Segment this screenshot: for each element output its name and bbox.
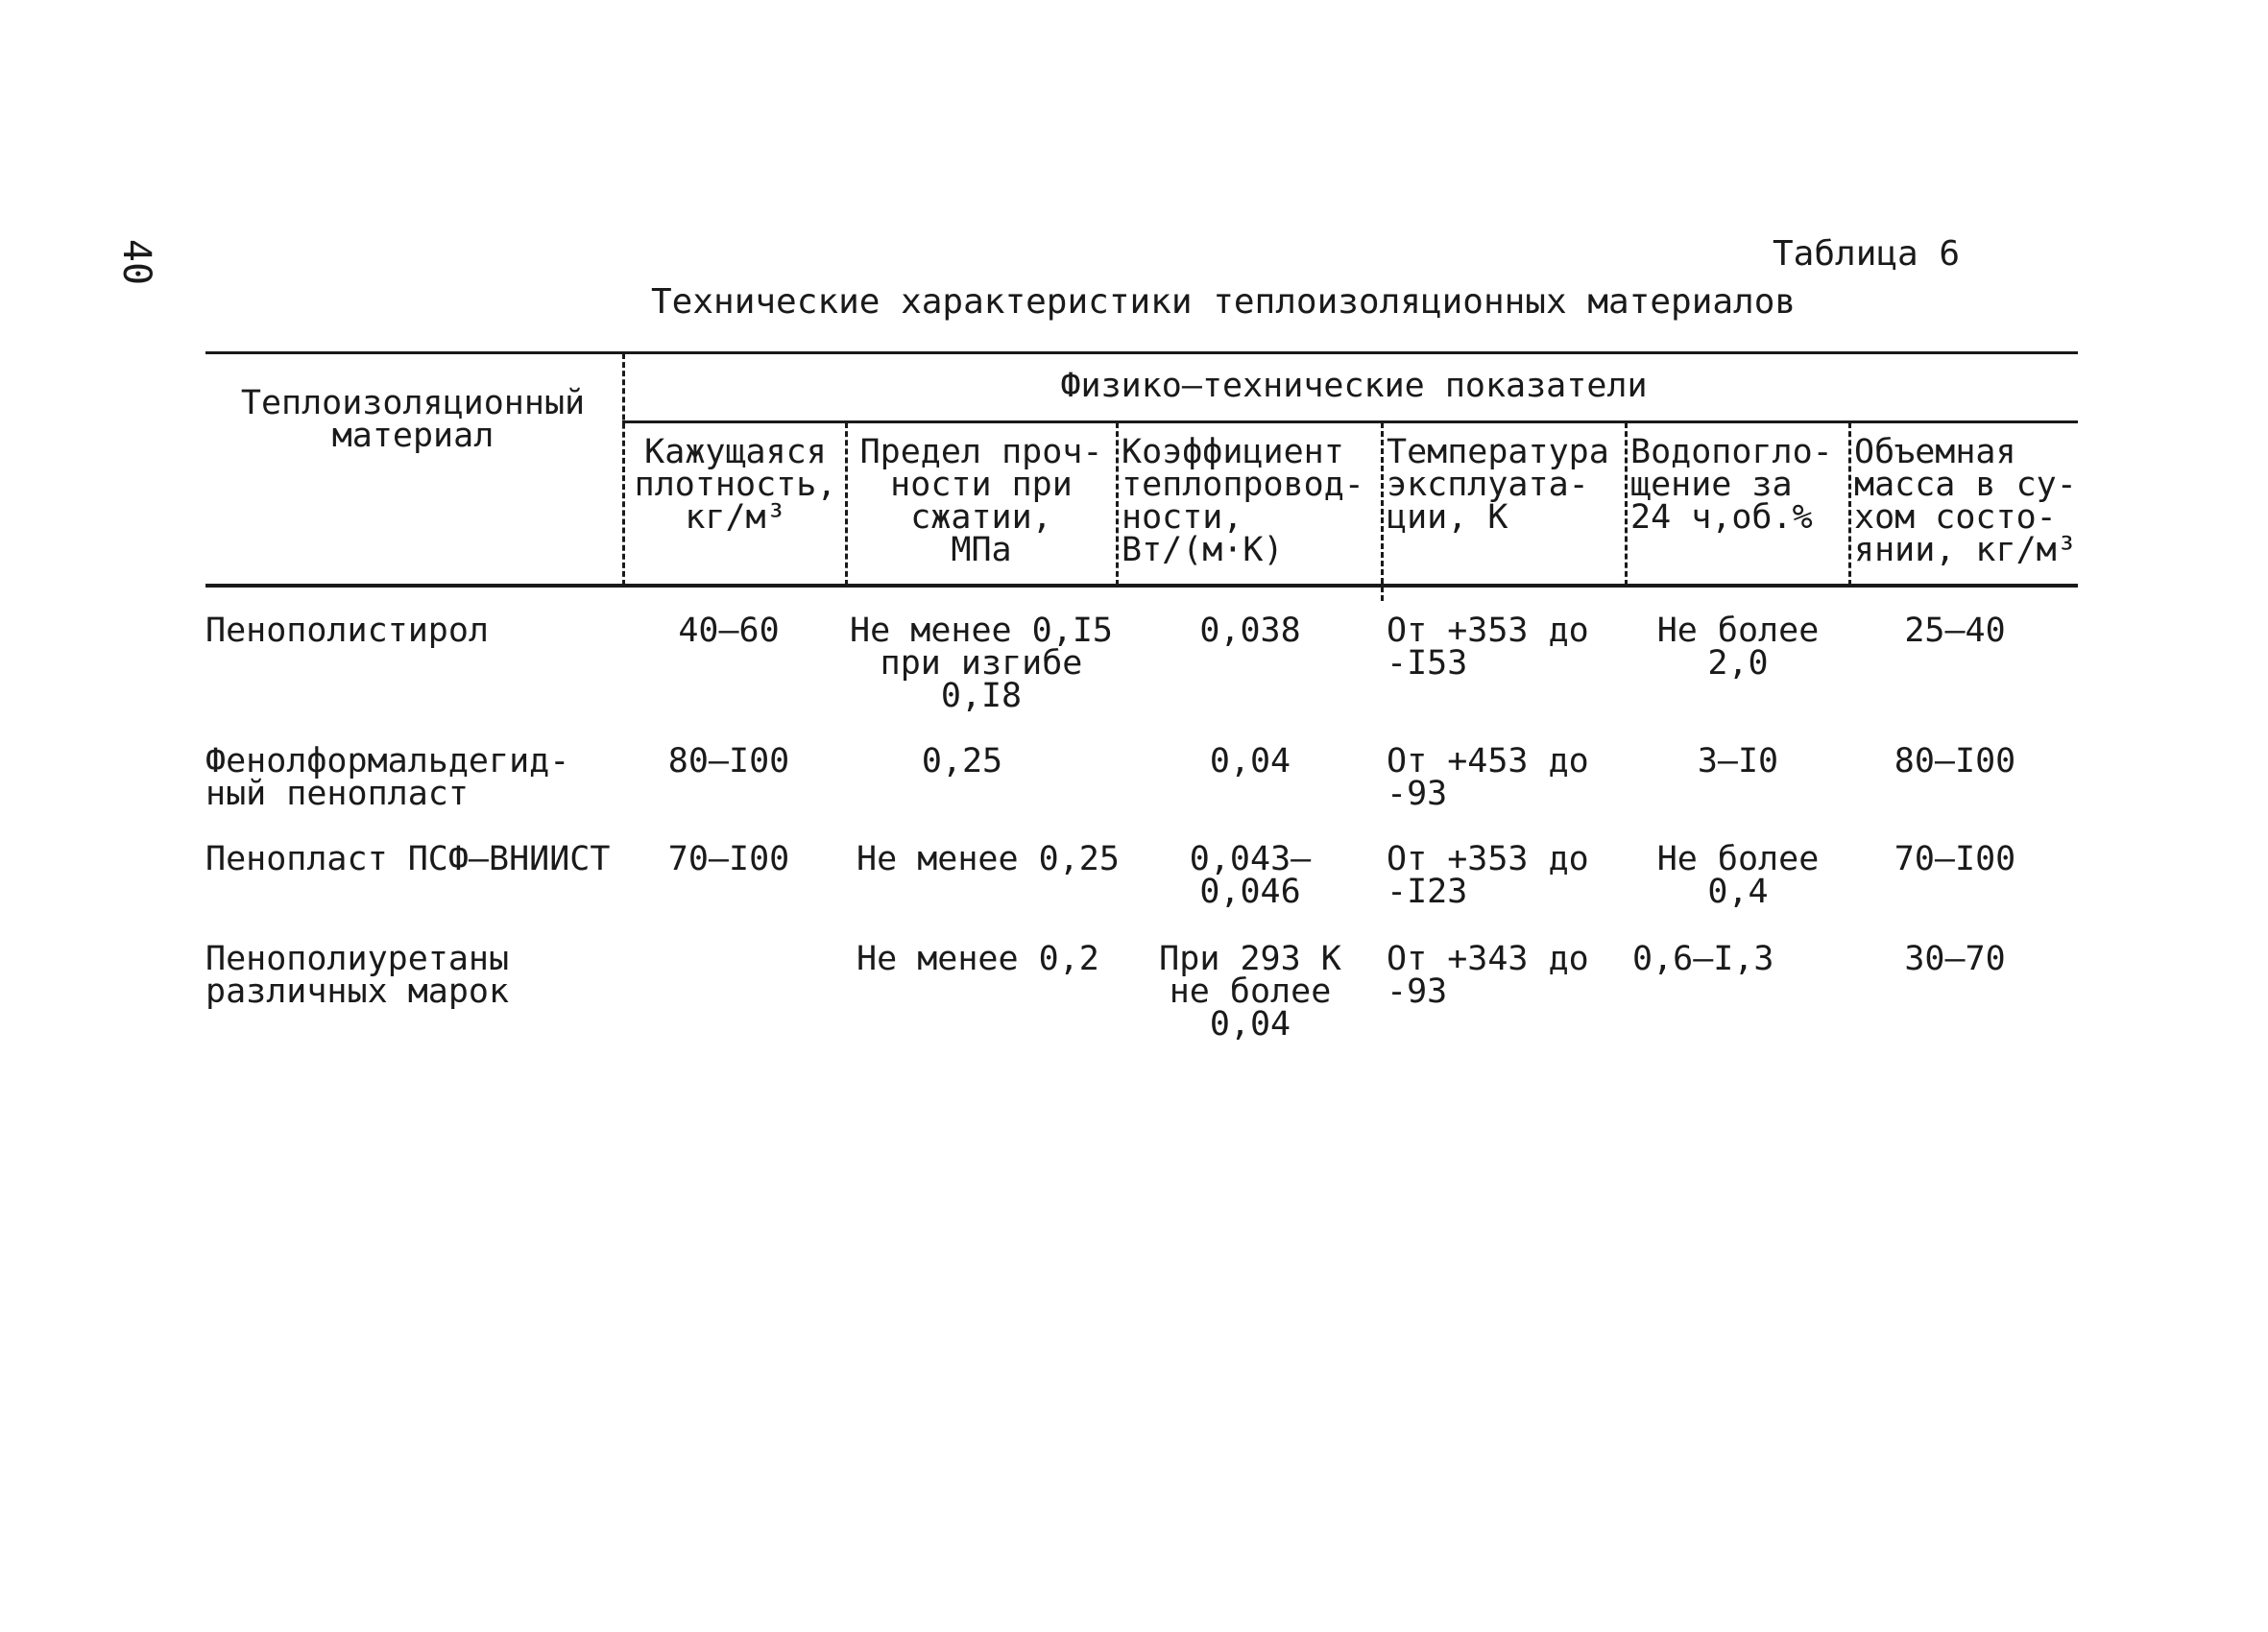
- row-temperature: От +343 до -93: [1387, 940, 1589, 1011]
- column-separator: [1116, 422, 1119, 586]
- row-material: Пенопласт ПСФ–ВНИИСТ: [205, 840, 611, 878]
- column-header-strength: Предел проч- ности при сжатии, МПа: [859, 433, 1103, 569]
- column-header-temperature: Температура эксплуата- ции, К: [1387, 433, 1609, 537]
- row-dry-mass: 30–70: [1904, 940, 2006, 978]
- row-absorption: 3–I0: [1697, 742, 1779, 780]
- column-separator: [1848, 422, 1851, 586]
- row-material: Пенополиуретаны различных марок: [205, 940, 510, 1011]
- row-strength: 0,25: [921, 742, 1003, 780]
- row-temperature: От +353 до -I53: [1387, 612, 1589, 683]
- row-density: 70–I00: [667, 840, 790, 878]
- row-strength: Не менее 0,25: [857, 840, 1120, 878]
- table-label: Таблица 6: [1773, 234, 1961, 274]
- table-header-bottom-rule: [205, 584, 2078, 588]
- row-material: Фенолформальдегид- ный пенопласт: [205, 742, 570, 813]
- row-strength: Не менее 0,2: [857, 940, 1099, 978]
- row-dry-mass: 70–I00: [1894, 840, 2016, 878]
- table-title: Технические характеристики теплоизоляционных материалов: [651, 282, 1797, 322]
- column-separator: [1381, 422, 1384, 601]
- row-absorption: Не более 0,4: [1656, 840, 1820, 911]
- row-absorption: 0,6–I,3: [1632, 940, 1774, 978]
- table-group-rule: [622, 420, 2078, 423]
- row-conductivity: 0,038: [1199, 612, 1301, 650]
- row-density: 40–60: [678, 612, 780, 650]
- column-separator: [845, 422, 848, 586]
- page-number: 40: [114, 238, 159, 286]
- column-separator: [1625, 422, 1628, 586]
- row-conductivity: 0,04: [1209, 742, 1291, 780]
- row-temperature: От +453 до -93: [1387, 742, 1589, 813]
- row-dry-mass: 80–I00: [1894, 742, 2016, 780]
- group-header: Физико–технические показатели: [1060, 367, 1648, 405]
- column-header-dry-mass: Объемная масса в су- хом состо- янии, кг/м³: [1854, 433, 2077, 569]
- row-absorption: Не более 2,0: [1656, 612, 1820, 683]
- column-header-absorption: Водопогло- щение за 24 ч,об.%: [1630, 433, 1833, 537]
- column-header-conductivity: Коэффициент теплопровод- ности, Вт/(м·К): [1122, 433, 1364, 569]
- material-header: Теплоизоляционный материал: [240, 384, 586, 455]
- row-strength: Не менее 0,I5 при изгибе 0,I8: [850, 612, 1113, 715]
- row-material: Пенополистирол: [205, 612, 490, 650]
- column-header-density: Кажущаяся плотность, кг/м³: [634, 433, 837, 537]
- column-separator: [622, 353, 625, 586]
- row-temperature: От +353 до -I23: [1387, 840, 1589, 911]
- row-conductivity: 0,043– 0,046: [1189, 840, 1312, 911]
- row-density: 80–I00: [667, 742, 790, 780]
- table-top-rule: [205, 351, 2078, 354]
- row-conductivity: При 293 К не более 0,04: [1159, 940, 1341, 1044]
- row-dry-mass: 25–40: [1904, 612, 2006, 650]
